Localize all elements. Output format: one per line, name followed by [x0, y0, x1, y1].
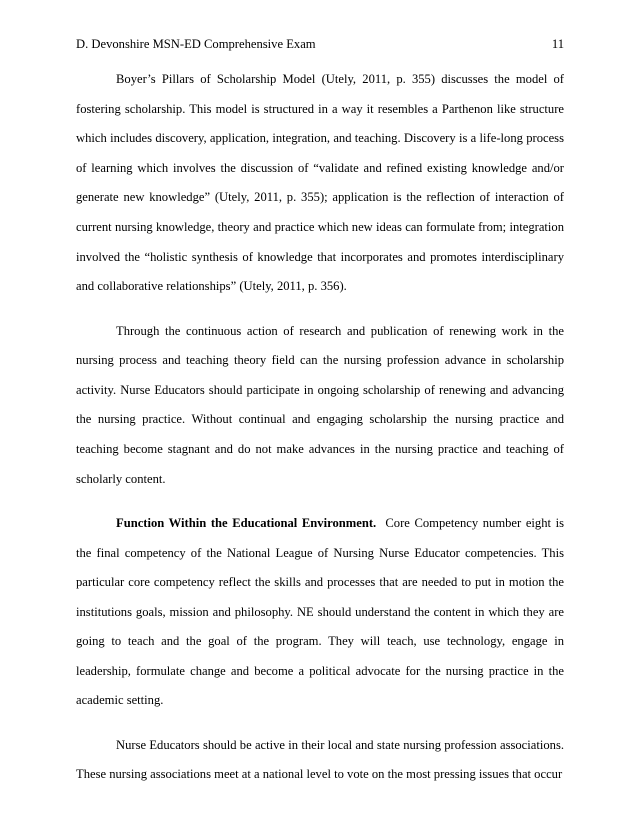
paragraph-continuous-research [76, 317, 564, 495]
section-heading: Function Within the Educational Environment. [116, 515, 377, 530]
page-header [76, 36, 564, 52]
paragraph-boyers-pillars [76, 65, 564, 302]
paragraph-educational-environment [76, 509, 564, 716]
paragraph-nursing-associations [76, 731, 564, 790]
page-number: 11 [551, 37, 564, 51]
body-text [76, 65, 564, 790]
running-head: D. Devonshire MSN-ED Comprehensive Exam [76, 37, 316, 51]
paragraph-text: Nurse Educators should be active in their local and state nursing profession associations. These nursing associations meet at a national level to vote on the most pressing issues that occur [76, 737, 564, 782]
paragraph-text: Boyer’s Pillars of Scholarship Model (Utely, 2011, p. 355) discusses the model of fostering scholarship. This model is structured in a way it resembles a Parthenon like structure which includes discovery, application, integration, and teaching. Discovery is a life-long process of learning which involves the discussion of “validate and refined existing knowledge and/or generate new knowledge” (Utely, 2011, p. 355); application is the reflection of interaction of current nursing knowledge, theory and practice which new ideas can formulate from; integration involved the “holistic synthesis of knowledge that incorporates and promotes interdisciplinary and collaborative relationships” (Utely, 2011, p. 356). [76, 72, 564, 294]
paragraph-text: Core Competency number eight is the final competency of the National League of Nursing Nurse Educator competencies. This particular core competency reflect the skills and processes that are needed to put in motion the institutions goals, mission and philosophy. NE should understand the content in which they are going to teach and the goal of the program. They will teach, use technology, engage in leadership, formulate change and become a political advocate for the nursing practice in the academic setting. [76, 515, 564, 708]
paragraph-text: Through the continuous action of research and publication of renewing work in the nursing process and teaching theory field can the nursing profession advance in scholarship activity. Nurse Educators should participate in ongoing scholarship of renewing and advancing the nursing practice. Without continual and engaging scholarship the nursing practice and teaching become stagnant and do not make advances in the nursing practice and teaching of scholarly content. [76, 323, 564, 486]
